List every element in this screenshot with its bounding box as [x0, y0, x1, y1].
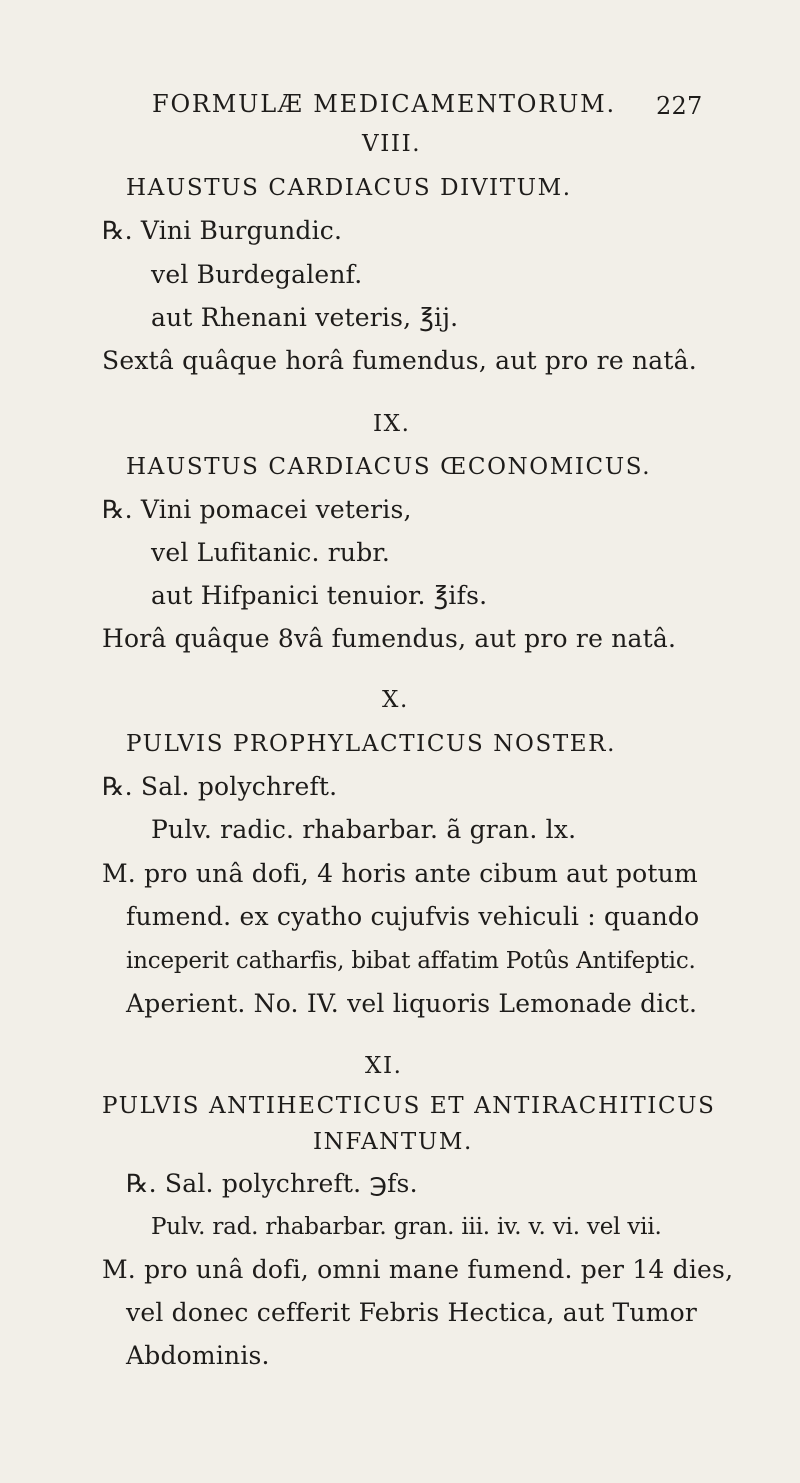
- section-numeral: VIII.: [362, 131, 422, 157]
- prescription-line: Sextâ quâque horâ fumendus, aut pro re natâ.: [102, 346, 697, 375]
- prescription-line: aut Hifpanici tenuior. ℥ifs.: [151, 581, 488, 610]
- section-numeral: IX.: [373, 411, 411, 437]
- prescription-line: Pulv. rad. rhabarbar. gran. iii. iv. v. vi. vel vii.: [151, 1214, 662, 1240]
- page-number: 227: [656, 92, 703, 120]
- prescription-line: vel Burdegalenf.: [151, 260, 363, 289]
- section-title: HAUSTUS CARDIACUS ŒCONOMICUS.: [126, 454, 652, 480]
- section-title: PULVIS ANTIHECTICUS ET ANTIRACHITICUS: [102, 1093, 716, 1119]
- prescription-line: ℞. Sal. polychreft. ℈fs.: [126, 1169, 418, 1198]
- section-title: HAUSTUS CARDIACUS DIVITUM.: [126, 175, 572, 201]
- prescription-line: Aperient. No. IV. vel liquoris Lemonade dict.: [126, 989, 698, 1018]
- prescription-line: vel donec cefferit Febris Hectica, aut Tumor: [126, 1298, 698, 1327]
- running-header-title: FORMULÆ MEDICAMENTORUM.: [152, 90, 616, 118]
- prescription-line: inceperit catharfis, bibat affatim Potûs Antifeptic.: [126, 948, 696, 974]
- prescription-line: fumend. ex cyatho cujufvis vehiculi : quando: [126, 902, 700, 931]
- section-numeral: XI.: [365, 1053, 403, 1079]
- section-numeral: X.: [382, 687, 409, 713]
- prescription-line: ℞. Vini pomacei veteris,: [102, 495, 412, 524]
- prescription-line: vel Lufitanic. rubr.: [151, 538, 390, 567]
- prescription-line: Abdominis.: [126, 1341, 270, 1370]
- prescription-line: ℞. Vini Burgundic.: [102, 216, 343, 245]
- prescription-line: Horâ quâque 8vâ fumendus, aut pro re natâ.: [102, 624, 677, 653]
- section-title: INFANTUM.: [313, 1129, 473, 1155]
- prescription-line: M. pro unâ dofi, 4 horis ante cibum aut potum: [102, 859, 698, 888]
- prescription-line: ℞. Sal. polychreft.: [102, 772, 338, 801]
- prescription-line: M. pro unâ dofi, omni mane fumend. per 14 dies,: [102, 1255, 734, 1284]
- prescription-line: Pulv. radic. rhabarbar. ã gran. lx.: [151, 815, 577, 844]
- prescription-line: aut Rhenani veteris, ℥ij.: [151, 303, 459, 332]
- section-title: PULVIS PROPHYLACTICUS NOSTER.: [126, 731, 616, 757]
